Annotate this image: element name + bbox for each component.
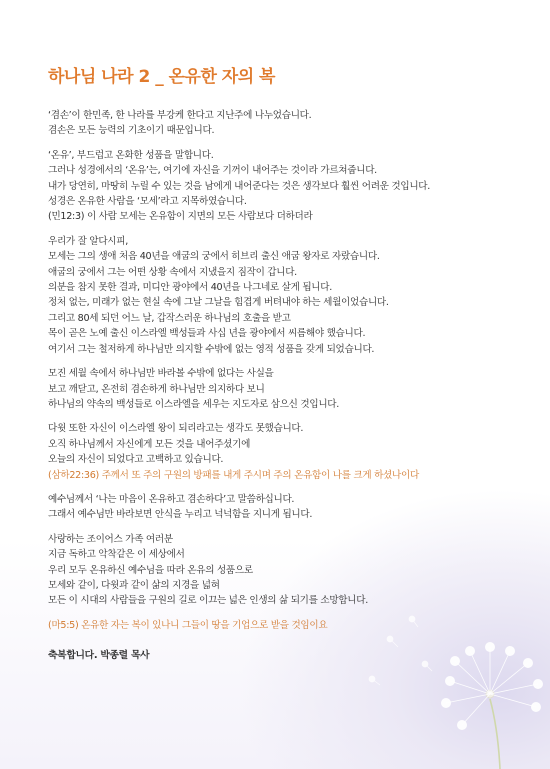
text-line: ‘겸손’이 한민족, 한 나라를 부강케 한다고 지난주에 나누었습니다.	[48, 110, 312, 121]
paragraph-6	[48, 492, 518, 523]
dandelion-illustration	[350, 569, 550, 769]
text-line: 내가 당연히, 마땅히 누릴 수 있는 것을 남에게 내어준다는 것은 생각보다 훨씬 어려운 것입니다.	[48, 180, 431, 192]
text-line: (민12:3) 이 사람 모세는 온유함이 지면의 모든 사람보다 더하더라	[48, 211, 313, 223]
text-line: 우리 모두 온유하신 예수님을 따라 온유의 성품으로	[48, 564, 253, 576]
paragraph-3	[48, 234, 518, 357]
scripture-verse: (마5:5) 온유한 자는 복이 있나니 그들이 땅을 기업으로 받을 것임이요	[48, 619, 328, 631]
text-line: 보고 깨닫고, 온전히 겸손하게 하나님만 의지하다 보니	[48, 383, 265, 395]
text-line: ‘온유’, 부드럽고 온화한 성품을 말합니다.	[48, 149, 214, 161]
text-line: 성경은 온유한 사람을 ‘모세’라고 지목하였습니다.	[48, 196, 247, 208]
text-line: 그러나 성경에서의 ‘온유’는, 여기에 자신을 기꺼이 내어주는 것이라 가르쳐줍니다.	[48, 165, 377, 177]
text-line: 겸손은 모든 능력의 기초이기 때문입니다.	[48, 125, 215, 137]
paragraph-2	[48, 148, 518, 225]
text-line: 하나님의 약속의 백성들로 이스라엘을 세우는 지도자로 삼으신 것입니다.	[48, 398, 340, 410]
text-line: 의분을 참지 못한 결과, 미디안 광야에서 40년을 나그네로 살게 됩니다.	[48, 282, 332, 294]
document-title: 하나님 나라 2 _ 온유한 자의 복	[48, 67, 275, 87]
text-line: 오직 하나님께서 자신에게 모든 것을 내어주셨기에	[48, 438, 251, 450]
text-line: 모세는 그의 생애 처음 40년을 애굽의 궁에서 히브리 출신 애굽 왕자로 자랐습니다.	[48, 251, 380, 263]
text-line: 여기서 그는 철저하게 하나님만 의지할 수밖에 없는 영적 성품을 갖게 되었습니다.	[48, 343, 375, 355]
text-line: 모든 이 시대의 사람들을 구원의 길로 이끄는 넓은 인생의 삶 되기를 소망합니다.	[48, 595, 368, 607]
paragraph-5	[48, 421, 518, 483]
text-line: 우리가 잘 알다시피,	[48, 235, 128, 247]
text-line: 예수님께서 ‘나는 마음이 온유하고 겸손하다’고 말씀하십니다.	[48, 493, 295, 505]
text-line: 지금 독하고 악착같은 이 세상에서	[48, 549, 185, 561]
text-line: 오늘의 자신이 되었다고 고백하고 있습니다.	[48, 454, 224, 466]
text-line: 모진 세월 속에서 하나님만 바라볼 수밖에 없다는 사실을	[48, 368, 274, 380]
paragraph-4	[48, 366, 518, 412]
paragraph-1	[48, 108, 518, 139]
scripture-verse: (삼하22:36) 주께서 또 주의 구원의 방패를 내게 주시며 주의 온유함이 나를 크게 하셨나이다	[48, 469, 419, 481]
text-line: 목이 곧은 노예 출신 이스라엘 백성들과 사십 년을 광야에서 씨름해야 했습니다.	[48, 328, 366, 340]
text-line: 그리고 80세 되던 어느 날, 갑작스러운 하나님의 호출을 받고	[48, 312, 291, 324]
text-line: 사랑하는 조이어스 가족 여러분	[48, 533, 173, 545]
text-line: 모세와 같이, 다윗과 같이 삶의 지경을 넓혀	[48, 579, 220, 591]
signature: 축복합니다. 박종렬 목사	[48, 650, 150, 662]
text-line: 정처 없는, 미래가 없는 현실 속에 그날 그날을 힘겹게 버텨내야 하는 세월이었습니다.	[48, 297, 389, 309]
text-line: 그래서 예수님만 바라보면 안식을 누리고 넉넉함을 지니게 됩니다.	[48, 509, 313, 521]
text-line: 다윗 또한 자신이 이스라엘 왕이 되리라고는 생각도 못했습니다.	[48, 423, 304, 435]
text-line: 애굽의 궁에서 그는 어떤 상황 속에서 지냈을지 짐작이 갑니다.	[48, 266, 297, 278]
